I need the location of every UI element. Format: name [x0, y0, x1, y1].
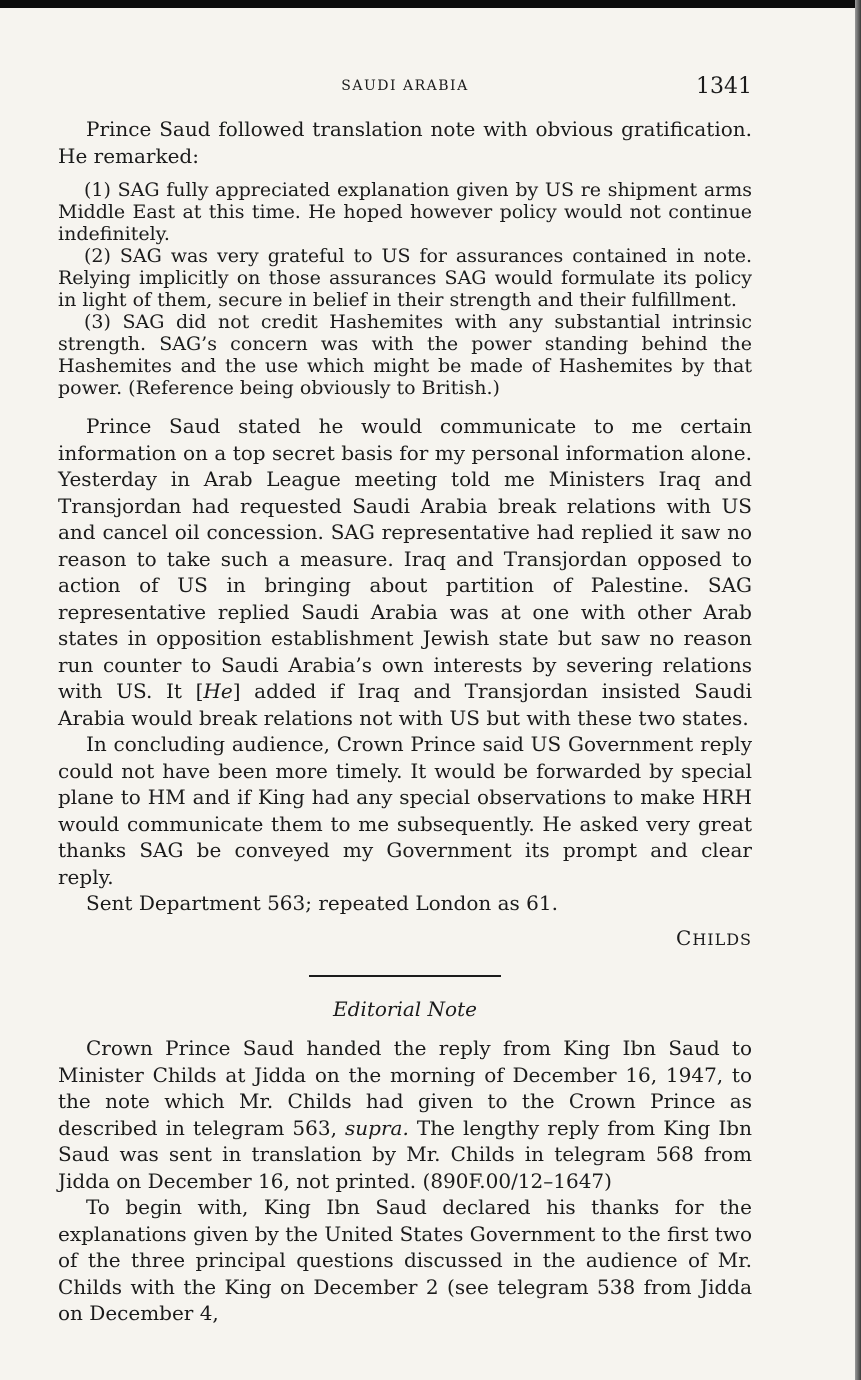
editorial-note-title: Editorial Note — [333, 997, 477, 1021]
editorial-paragraph-2: To begin with, King Ibn Saud declared his thanks for the explanations given by the United States Government to the first two of the three principal questions discussed in the audience of Mr. Childs with the King on December 2 (see telegram 538 from Jidda on December 4, — [58, 1195, 752, 1325]
intro-paragraph: Prince Saud followed translation note with obvious gratification. He remarked: — [58, 117, 752, 168]
signature-rest: HILDS — [692, 929, 752, 949]
ed-text-b: The lengthy reply from King Ibn Saud was sent in translation by Mr. Childs in telegram 568 from Jidda on December 16, not printed. (890F.00/12–1647) — [58, 1115, 752, 1193]
page-right-edge — [855, 0, 861, 1380]
remark-3: (3) SAG did not credit Hashemites with any substantial intrinsic strength. SAG’s concern was with the power standing behind the Hashemites and the use which might be made of Hashemites by that power. (Reference being obviously to British.) — [58, 311, 752, 399]
top-secret-paragraph — [58, 413, 752, 731]
remarks-list — [58, 179, 752, 399]
remark-1: (1) SAG fully appreciated explanation given by US re shipment arms Middle East at this time. He hoped however policy would not continue indefinitely. — [58, 179, 752, 245]
telegram-body — [58, 116, 752, 953]
para2-insertion: He — [203, 679, 233, 703]
concluding-paragraph: In concluding audience, Crown Prince said US Government reply could not have been more timely. It would be forwarded by special plane to HM and if King had any special observations to make HRH would communicate them to me subsequently. He asked very great thanks SAG be conveyed my Government its prompt and clear reply. — [58, 732, 752, 889]
ed-supra: supra. — [345, 1115, 409, 1140]
page-number: 1341 — [696, 74, 752, 99]
section-divider — [309, 975, 501, 977]
signature-initial: C — [676, 925, 693, 950]
signature — [58, 925, 752, 954]
ed-text-a: Crown Prince Saud handed the reply from King Ibn Saud to Minister Childs at Jidda on the morning of December 16, 1947, to the note which Mr. Childs had given to the Crown Prince as described in telegram 563, — [58, 1036, 752, 1140]
editorial-paragraph-1 — [58, 1035, 752, 1194]
remark-2: (2) SAG was very grateful to US for assurances contained in note. Relying implicitly on those assurances SAG would formulate its policy in light of them, secure in belief in their strength and their fulfillment. — [58, 245, 752, 311]
page-top-edge — [0, 0, 861, 8]
running-title: SAUDI ARABIA — [341, 78, 469, 94]
para2-text-a: Prince Saud stated he would communicate to me certain information on a top secret basis for my personal information alone. Yesterday in Arab League meeting told me Ministers Iraq and Transjordan had requested Saudi Arabia break relations with US and cancel oil concession. SAG representative had replied it saw no reason to take such a measure. Iraq and Transjordan opposed to action of US in bringing about partition of Palestine. SAG representative replied Saudi Arabia was at one with other Arab states in opposition establishment Jewish state but saw no reason run counter to Saudi Arabia’s own interests by severing relations with US. It [ — [58, 414, 752, 703]
para2-text-b: ] added if Iraq and Transjordan insisted Saudi Arabia would break relations not with US but with these two states. — [58, 679, 752, 730]
running-header — [58, 60, 752, 100]
routing-line: Sent Department 563; repeated London as 61. — [86, 891, 558, 915]
document-page — [58, 60, 752, 1327]
editorial-body — [58, 1035, 752, 1327]
